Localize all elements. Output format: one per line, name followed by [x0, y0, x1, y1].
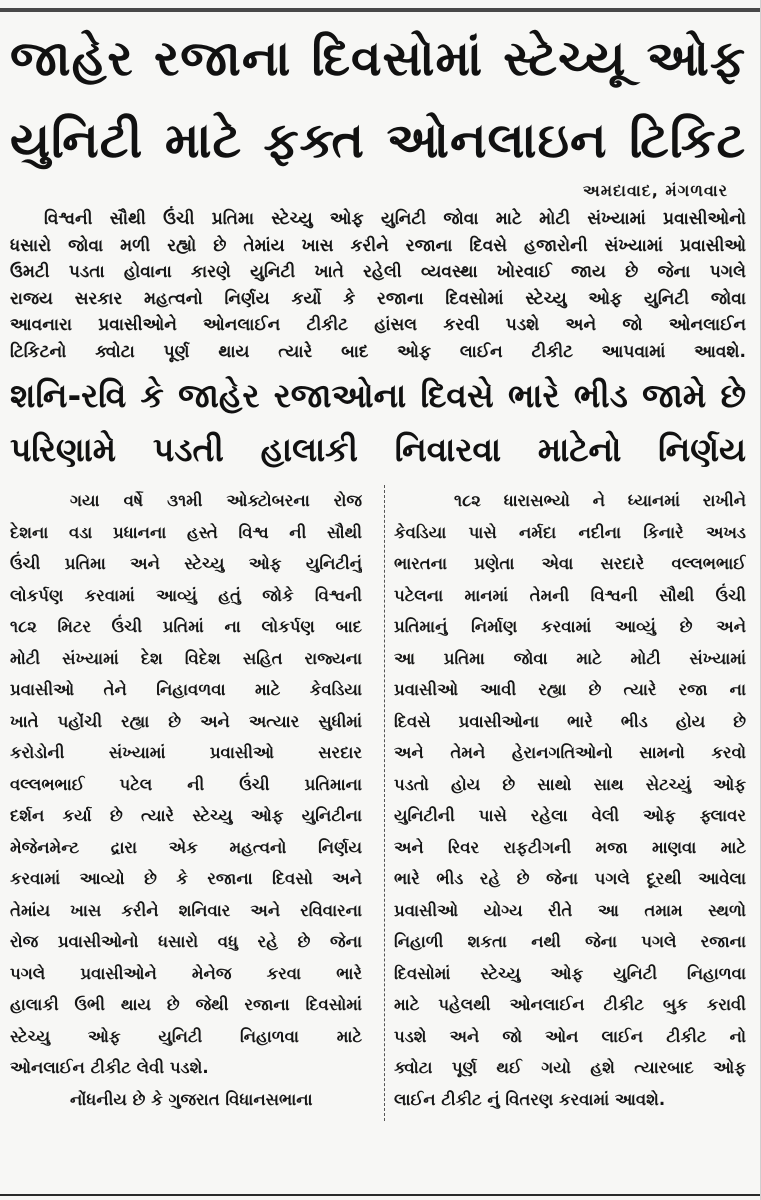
body-line: પ્રવાસીઓ તેને નિહાવળવા માટે કેવડિયા [10, 680, 362, 699]
body-line: દેશના વડા પ્રધાનના હસ્તે વિશ્વ ની સૌથી [10, 522, 362, 542]
subheadline-line-1: શનિ-રવિ કે જાહેર રજાઓના દિવસે ભારે ભીડ જામે છે [10, 376, 746, 415]
body-line: તેમાંય ખાસ કરીને શનિવાર અને રવિવારના [10, 900, 362, 920]
body-line: ભારતના પ્રણેતા એવા સરદારે વલ્લભભાઈ [394, 554, 746, 573]
body-line: કરવામાં આવ્યો છે કે રજાના દિવસો અને [10, 869, 362, 888]
body-line: દર્શન કર્યા છે ત્યારે સ્ટેચ્યુ ઓફ યુનિટીના [10, 806, 362, 825]
headline [10, 18, 746, 182]
body-line: નિહાળી શકતા નથી જેના પગલે રજાના [394, 932, 746, 951]
body-columns [10, 485, 746, 1115]
body-line: પગલે પ્રવાસીઓને મેનેજ કરવા ભારે [10, 963, 362, 983]
subheadline-line-2: પરિણામે પડતી હાલાકી નિવારવા માટેનો નિર્ણય [10, 430, 746, 469]
body-line: ઉંચી પ્રતિમા અને સ્ટેચ્યુ ઓફ યુનિટીનું [10, 554, 362, 573]
lead-line: ટિકિટનો ક્વોટા પૂર્ણ થાય ત્યારે બાદ ઓફ લાઈન ટીકીટ આપવામાં આવશે. [10, 341, 746, 362]
subheadline [10, 369, 746, 477]
body-line: સ્ટેચ્યુ ઓફ યુનિટી નિહાળવા માટે [10, 1026, 362, 1046]
body-line: ૧૮૨ ધારાસભ્યો ને ધ્યાનમાં રાખીને [454, 491, 746, 510]
body-line: દિવસોમાં સ્ટેચ્યુ ઓફ યુનિટી નિહાળવા [394, 963, 746, 983]
body-line: ક્વોટા પૂર્ણ થઈ ગયો હશે ત્યારબાદ ઓફ [394, 1058, 746, 1077]
lead-line: વિશ્વની સૌથી ઉંચી પ્રતિમા સ્ટેચ્યુ ઓફ યુનિટી જોવા માટે મોટી સંખ્યામાં પ્રવાસીઓનો [44, 209, 746, 229]
body-line: આ પ્રતિમા જોવા માટે મોટી સંખ્યામાં [394, 648, 746, 668]
body-line: દિવસે પ્રવાસીઓના ભારે ભીડ હોય છે [394, 711, 746, 731]
body-line: પ્રતિમાનું નિર્માણ કરવામાં આવ્યું છે અને [394, 617, 746, 636]
body-line: કરોડોની સંખ્યામાં પ્રવાસીઓ સરદાર [10, 743, 362, 762]
lead-line: ધસારો જોવા મળી રહ્યો છે તેમાંય ખાસ કરીને રજાના દિવસે હજારોની સંખ્યામાં પ્રવાસીઓ [10, 235, 746, 256]
top-rule [0, 8, 760, 12]
body-line: મોટી સંખ્યામાં દેશ વિદેશ સહિત રાજ્યના [10, 648, 362, 668]
lead-paragraph [10, 206, 746, 365]
body-line: મેજેનમેન્ટ દ્રારા એક મહત્વનો નિર્ણય [10, 837, 362, 857]
body-line: પટેલના માનમાં તેમની વિશ્વની સૌથી ઉંચી [394, 585, 746, 605]
lead-line: ઉમટી પડતા હોવાના કારણે યુનિટી ખાતે રહેલી વ્યવસ્થા ખોરવાઈ જાય છે જેના પગલે [10, 262, 746, 282]
body-line: પડશે અને જો ઓન લાઈન ટીકીટ નો [394, 1026, 746, 1046]
headline-line-2: યુનિટી માટે ફક્ત ઓનલાઇન ટિકિટ [10, 112, 746, 169]
lead-line: આવનારા પ્રવાસીઓને ઓનલાઈન ટીકીટ હાંસલ કરવી પડશે અને જો ઓનલાઈન [10, 315, 746, 335]
body-line: અને રિવર રાફટીગની મજા માણવા માટે [394, 837, 746, 857]
headline-line-1: જાહેર રજાના દિવસોમાં સ્ટેચ્યૂ ઓફ [10, 30, 746, 87]
body-line: લાઈન ટીકીટ નું વિતરણ કરવામાં આવશે. [394, 1089, 666, 1109]
body-line: ગયા વર્ષે ૩૧મી ઓક્ટોબરના રોજ [70, 491, 362, 510]
body-line: લોકર્પણ કરવામાં આવ્યું હતું જોકે વિશ્વની [10, 585, 362, 605]
body-line: ભારે ભીડ રહે છે જેના પગલે દૂરથી આવેલા [394, 869, 746, 888]
left-column [10, 485, 362, 1115]
body-line: નોંધનીય છે કે ગુજરાત વિધાનસભાના [70, 1089, 313, 1109]
body-line: અને તેમને હેરાનગતિઓનો સામનો કરવો [394, 743, 746, 762]
body-line: પડતો હોય છે સાથો સાથ સેટચ્યું ઓફ [394, 774, 746, 794]
bottom-rule [0, 1190, 760, 1200]
lead-line: રાજય સરકાર મહત્વનો નિર્ણય કર્યો કે રજાના દિવસોમાં સ્ટેચ્યુ ઓફ યુનિટી જોવા [10, 288, 746, 309]
body-line: પ્રવાસીઓ આવી રહ્યા છે ત્યારે રજા ના [394, 680, 746, 699]
column-divider [384, 485, 385, 1121]
body-line: ૧૮૨ મિટર ઉંચી પ્રતિમાં ના લોકર્પણ બાદ [10, 617, 362, 636]
right-column [394, 485, 746, 1115]
body-line: કેવડિયા પાસે નર્મદા નદીના કિનારે અખડ [394, 522, 746, 542]
body-line: હાલાકી ઉભી થાય છે જેથી રજાના દિવસોમાં [10, 995, 362, 1014]
body-line: પ્રવાસીઓ યોગ્ય રીતે આ તમામ સ્થળો [394, 900, 746, 920]
body-line: વલ્લભભાઈ પટેલ ની ઉંચી પ્રતિમાના [10, 774, 362, 794]
body-line: ખાતે પહોંચી રહ્યા છે અને અત્યાર સુધીમાં [10, 711, 362, 731]
body-line: યુનિટીની પાસે રહેલા વેલી ઓફ ફ્લાવર [394, 806, 746, 825]
body-line: ઓનલાઈન ટીકીટ લેવી પડશે. [10, 1058, 209, 1077]
dateline: અમદાવાદ, મંગળવાર [582, 181, 728, 200]
body-line: માટે પહેલથી ઓનલાઈન ટીકીટ બુક કરાવી [394, 995, 746, 1014]
body-line: રોજ પ્રવાસીઓનો ધસારો વધુ રહે છે જેના [10, 932, 362, 951]
